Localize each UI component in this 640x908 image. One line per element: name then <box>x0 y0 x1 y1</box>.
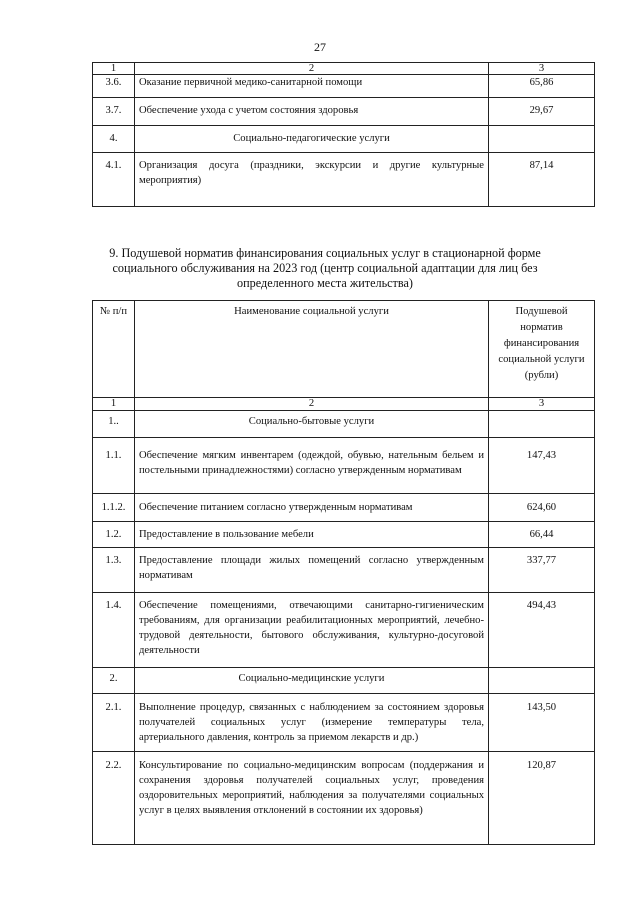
top-col-2-number: 2 <box>135 63 489 75</box>
norm-value <box>489 668 595 694</box>
top-table-header-row <box>93 63 595 75</box>
main-table-number-row <box>93 398 595 411</box>
col-3-number: 3 <box>489 398 595 411</box>
service-name: Обеспечение мягким инвентарем (одеждой, обувью, нательным бельем и постельными принадлежностями) согласно утвержденным нормативам <box>135 438 489 494</box>
norm-value: 65,86 <box>489 75 595 98</box>
page-number: 27 <box>314 40 326 54</box>
section-name: Социально-медицинские услуги <box>135 668 489 694</box>
row-number: 1.4. <box>93 593 135 668</box>
norm-value: 147,43 <box>489 438 595 494</box>
norm-value: 87,14 <box>489 153 595 207</box>
top-col-1-number: 1 <box>93 63 135 75</box>
main-table-header-row <box>93 301 595 398</box>
norm-value: 337,77 <box>489 548 595 593</box>
table-row <box>93 593 595 668</box>
service-name: Обеспечение питанием согласно утвержденным нормативам <box>135 494 489 522</box>
norm-value <box>489 126 595 153</box>
table-row <box>93 752 595 845</box>
section-name: Социально-бытовые услуги <box>135 411 489 438</box>
service-name: Предоставление в пользование мебели <box>135 522 489 548</box>
service-name: Организация досуга (праздники, экскурсии и другие культурные мероприятия) <box>135 153 489 207</box>
row-number: 3.6. <box>93 75 135 98</box>
row-number: 4.1. <box>93 153 135 207</box>
table-row <box>93 75 595 98</box>
norm-value: 29,67 <box>489 98 595 126</box>
table-row <box>93 694 595 752</box>
norm-value: 143,50 <box>489 694 595 752</box>
table-row <box>93 411 595 438</box>
row-number: 1.. <box>93 411 135 438</box>
service-name: Предоставление площади жилых помещений согласно утвержденным нормативам <box>135 548 489 593</box>
header-number: № п/п <box>93 301 135 398</box>
header-service-name: Наименование социальной услуги <box>135 301 489 398</box>
table-row <box>93 126 595 153</box>
row-number: 1.1.2. <box>93 494 135 522</box>
col-2-number: 2 <box>135 398 489 411</box>
top-table <box>92 62 595 207</box>
table-row <box>93 98 595 126</box>
row-number: 1.1. <box>93 438 135 494</box>
table-row <box>93 548 595 593</box>
service-name: Обеспечение ухода с учетом состояния здоровья <box>135 98 489 126</box>
col-1-number: 1 <box>93 398 135 411</box>
norm-value: 624,60 <box>489 494 595 522</box>
service-name: Консультирование по социально-медицинским вопросам (поддержания и сохранения здоровья получателей социальных услуг, проведения оздоровительных мероприятий, наблюдения за получателями социальных услуг в целях выявления отклонений в состоянии их здоровья) <box>135 752 489 845</box>
norm-value: 494,43 <box>489 593 595 668</box>
table-row <box>93 438 595 494</box>
row-number: 2. <box>93 668 135 694</box>
service-name: Выполнение процедур, связанных с наблюдением за состоянием здоровья получателей социальных услуг (измерение температуры тела, артериального давления, контроль за приемом лекарств и др.) <box>135 694 489 752</box>
top-col-3-number: 3 <box>489 63 595 75</box>
table-row <box>93 522 595 548</box>
table-row <box>93 153 595 207</box>
section-heading: 9. Подушевой норматив финансирования социальных услуг в стационарной форме социального обслуживания на 2023 год (центр социальной адаптации для лиц без определенного места жительства) <box>109 246 541 290</box>
header-norm: Подушевой норматив финансирования социальной услуги (рубли) <box>489 301 595 398</box>
norm-value <box>489 411 595 438</box>
row-number: 4. <box>93 126 135 153</box>
row-number: 1.2. <box>93 522 135 548</box>
main-table <box>92 300 595 845</box>
norm-value: 120,87 <box>489 752 595 845</box>
table-row <box>93 668 595 694</box>
row-number: 1.3. <box>93 548 135 593</box>
service-name: Обеспечение помещениями, отвечающими санитарно-гигиеническим требованиям, для организации реабилитационных мероприятий, лечебно-трудовой деятельности, бытового обслуживания, культурно-досуговой деятельности <box>135 593 489 668</box>
row-number: 2.1. <box>93 694 135 752</box>
row-number: 3.7. <box>93 98 135 126</box>
norm-value: 66,44 <box>489 522 595 548</box>
row-number: 2.2. <box>93 752 135 845</box>
service-name: Оказание первичной медико-санитарной помощи <box>135 75 489 98</box>
table-row <box>93 494 595 522</box>
section-name: Социально-педагогические услуги <box>135 126 489 153</box>
